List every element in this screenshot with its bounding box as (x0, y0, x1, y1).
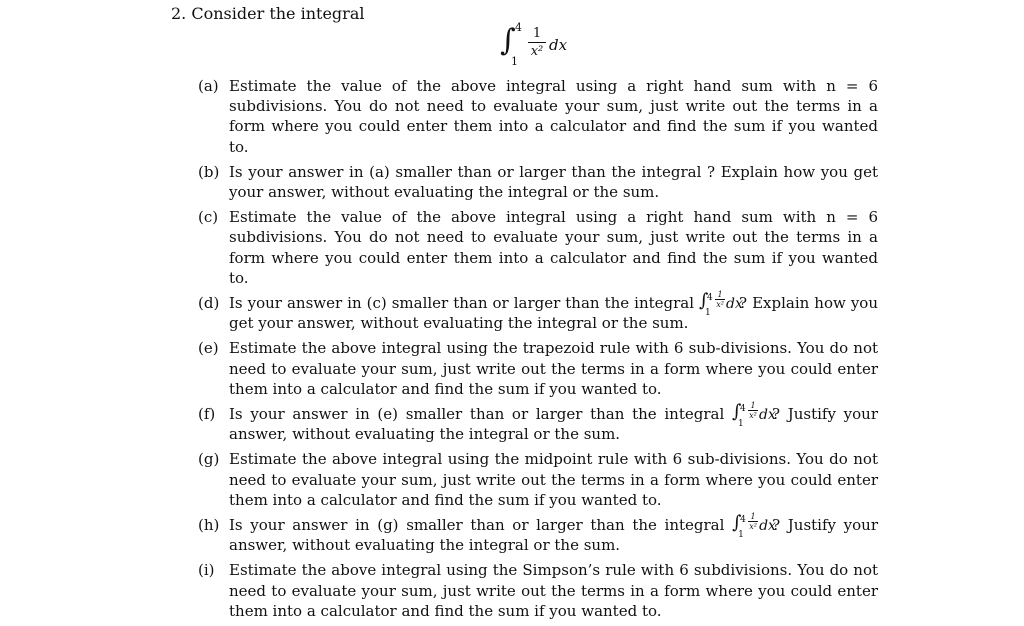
part-text: Estimate the value of the above integral using a right hand sum with n = 6 subdivisions. You do not need to evaluate your sum, just write out the terms in a form where you could enter them into a calculator and find the sum if you wanted to. (229, 77, 878, 156)
integral-lower-limit: 1 (511, 55, 518, 68)
part-marker: (e) (198, 339, 219, 358)
question-part-h (198, 512, 878, 555)
question-part-c (198, 207, 878, 288)
part-marker: (h) (198, 516, 220, 535)
problem-number: 2. (171, 4, 187, 23)
display-integral (500, 22, 590, 68)
part-text-before: Is your answer in (c) smaller than or larger than the integral (229, 294, 695, 313)
question-part-d (198, 290, 878, 333)
integrand-fraction (528, 26, 546, 59)
part-marker: (d) (198, 294, 220, 313)
question-parts-list (198, 76, 878, 626)
part-text-before: Is your answer in (e) smaller than or larger than the integral (229, 405, 725, 424)
question-part-i (198, 560, 878, 621)
integral-differential: dx (549, 36, 568, 54)
problem-header (171, 4, 364, 24)
part-text-after: ? Justify your answer, without evaluating the integral or the sum. (229, 516, 878, 555)
part-text: Estimate the above integral using the Simpson’s rule with 6 subdivisions. You do not need to evaluate your sum, just write out the terms in a form where you could enter them into a calculator and find the sum if you wanted to. (229, 561, 878, 620)
problem-intro: Consider the integral (191, 4, 365, 23)
part-text-after: ? Justify your answer, without evaluating the integral or the sum. (229, 405, 878, 444)
fraction-bar (528, 42, 546, 43)
integrand-numerator: 1 (532, 26, 542, 41)
part-text: Is your answer in (a) smaller than or larger than the integral ? Explain how you get your answer, without evaluating the integral or the sum. (229, 162, 878, 202)
part-marker: (b) (198, 162, 220, 181)
part-text: Estimate the above integral using the midpoint rule with 6 sub-divisions. You do not need to evaluate your sum, just write out the terms in a form where you could enter them into a calculator and find the sum if you wanted to. (229, 450, 878, 509)
integral-upper-limit: 4 (515, 21, 522, 34)
part-text: Estimate the above integral using the trapezoid rule with 6 sub-divisions. You do not need to evaluate your sum, just write out the terms in a form where you could enter them into a calculator and find the sum if you wanted to. (229, 339, 878, 398)
question-part-b (198, 162, 878, 202)
integral-sign: ∫ (500, 23, 516, 58)
question-part-e (198, 338, 878, 399)
part-marker: (g) (198, 450, 220, 469)
question-part-a (198, 76, 878, 157)
part-text: Estimate the value of the above integral using a right hand sum with n = 6 subdivisions. You do not need to evaluate your sum, just write out the terms in a form where you could enter them into a calculator and find the sum if you wanted to. (229, 208, 878, 287)
part-marker: (i) (198, 561, 215, 580)
part-text-before: Is your answer in (g) smaller than or larger than the integral (229, 516, 725, 535)
inline-integral: ∫ 4 1 1 x² dx (731, 401, 776, 430)
inline-integral: ∫ 4 1 1 x² dx (732, 512, 776, 541)
inline-integral: ∫ 4 1 1 x² dx (699, 290, 743, 319)
part-marker: (c) (198, 208, 219, 227)
question-part-g (198, 449, 878, 510)
part-marker: (f) (198, 405, 216, 424)
question-part-f (198, 401, 878, 444)
part-marker: (a) (198, 77, 219, 95)
part-text-after: ? Explain how you get your answer, without evaluating the integral or the sum. (229, 294, 878, 333)
integrand-denominator: x² (530, 44, 544, 59)
